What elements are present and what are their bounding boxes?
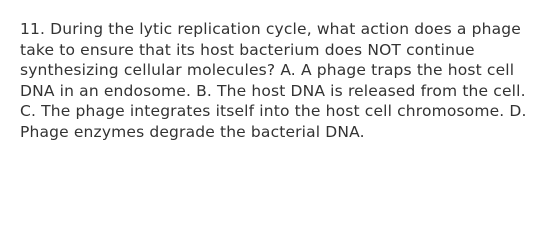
question-text	[20, 19, 550, 143]
question-line: take to ensure that its host bacterium does NOT continue	[20, 40, 475, 59]
question-line: synthesizing cellular molecules? A. A phage traps the host cell	[20, 61, 515, 80]
question-line: C. The phage integrates itself into the host cell chromosome. D.	[20, 102, 527, 121]
question-line: Phage enzymes degrade the bacterial DNA.	[20, 122, 365, 141]
question-line: 11. During the lytic replication cycle, what action does a phage	[20, 20, 521, 38]
question-line: DNA in an endosome. B. The host DNA is released from the cell.	[20, 81, 526, 100]
